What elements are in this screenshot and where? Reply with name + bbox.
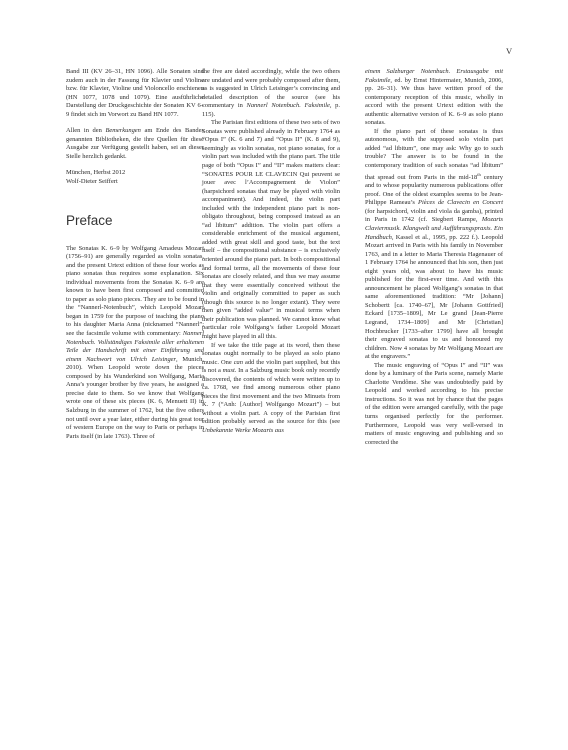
preface-paragraph-5: The music engraving of “Opus I” and “II” was done by a luminary of the Paris scene, namely Marie Charlotte Vendôme. She was undoubtedly paid by Leopold and worked according to his precise instructions. So it was not by chance that the pages of the edition were arranged carefully, with the page turns organised perfectly for the performer. Furthermore, Leopold was very well-versed in matters of music engraving and publishing and so corrected the — [365, 361, 503, 446]
author-signature: Wolf-Dieter Seiffert — [66, 178, 118, 186]
german-preface-end-paragraph: Band III (KV 26–31, HN 1096). Alle Sonaten sind zudem auch in der Fassung für Klavier und Violine bzw. für Klavier, Violine und Violoncello erschienen (HN 1077, 1078 und 1079). Eine ausführliche Darstellung der Druckgeschichte der Sonaten KV 6–9 findet sich im Vorwort zu Band HN 1077. — [66, 68, 204, 118]
column-left — [66, 68, 204, 441]
preface-paragraph-3-cont: einem Salzburger Notenbuch. Erstausgabe mit Faksimile, ed. by Ernst Hintermaier, Munich, 2006, pp. 26–31). We thus have written proof of the contemporary reception of this music, wholly in accord with the present Urtext edition with the authentic alternative version of K. 6–9 as solo piano sonatas. — [365, 68, 503, 127]
preface-paragraph-1: The Sonatas K. 6–9 by Wolfgang Amadeus Mozart (1756–91) are generally regarded as violin sonatas, and the present Urtext edition of these four works as piano sonatas thus requires some explanation. Six individual movements from the Sonatas K. 6–9 are known to have been first composed and committed to paper as solo piano pieces. They are to be found in the “Nannerl-Notenbuch”, which Leopold Mozart began in 1759 for the purpose of teaching the piano to his daughter Maria Anna (nicknamed “Nannerl”; see the facsimile volume with commentary: Nannerl Notenbuch. Vollständiges Faksimile aller erhaltenen Teile der Handschrift mit einer Einführung und einem Nachwort von Ulrich Leisinger, Munich, 2010). When Leopold wrote down the pieces composed by his Wunderkind son Wolfgang, Maria Anna’s younger brother by five years, he assigned a precise date to them. So we know that Wolfgang wrote one of these six pieces (K. 6, Menuett II) in Salzburg in the summer of 1762, but the five others not until over a year later, either during his great tour of western Europe on the way to Paris or perhaps in Paris itself (in late 1763). Three of — [66, 244, 205, 440]
preface-paragraph-1-cont: the five are dated accordingly, while the two others are undated and were probably composed after them, as is suggested in Ulrich Leisinger’s convincing and detailed description of the source (see his commentary in Nannerl Notenbuch. Faksimile, p. 115). — [202, 68, 341, 118]
place-date: München, Herbst 2012 — [66, 169, 126, 177]
preface-paragraph-4: If the piano part of these sonatas is thus autonomous, with the supposed solo violin part added “ad libitum”, one may ask: Why go to such trouble? The answer is to be found in the contemporary tradition of such sonatas “ad libitum” that spread out from Paris in the mid-18th century and to whose popularity numerous publications offer proof. One of the oldest examples seems to be Jean-Philippe Rameau’s Pièces de Clavecin en Concert (for harpsichord, violin and viola da gamba), printed in Paris in 1742 (cf. Siegbert Rampe, Mozarts Claviermusik. Klangwelt und Aufführungspraxis. Ein Handbuch, Kassel et al., 1995, pp. 222 f.). Leopold Mozart arrived in Paris with his family in November 1763, and in a letter to Maria Theresia Hagenauer of 1 February 1764 he announced that his son, then just eight years old, was about to have his music published for the first-ever time. And with this announcement he placed Wolfgang’s sonatas in that same aforementioned tradition: “Mr [Johann] Schobertt [ca. 1740–67], Mr [Johann Gottfried] Eckard [1735–1809], Mr Le grand [Jean-Pierre Legrand, 1734–1809] and Mr [Christian] Hochbrucker [1733–after 1799] have all brought their engraved sonatas to us and honoured my children. Now 4 sonatas by Mr Wolfgang Mozart are at the engravers.” — [365, 127, 503, 361]
preface-heading: Preface — [66, 212, 113, 228]
column-middle — [202, 68, 340, 436]
preface-paragraph-2: The Parisian first editions of these two sets of two Sonatas were published already in February 1764 as “Opus I” (K. 6 and 7) and “Opus II” (K. 8 and 9), seemingly as violin sonatas, not piano sonatas, for a violin part was included with the piano part. The title page of both “Opus I” and “II” makes matters clear: “SONATES POUR LE CLAVECIN Qui peuvent se jouer avec l’Accompagnement de Violon” (harpsichord sonatas that may be played with violin accompaniment). And indeed, the violin part included with the independent piano part is non-obligato throughout, being composed instead as an “ad libitum” addition. The violin part offers a considerable enrichment of the musical argument, added with great skill and good taste, but the text itself – the compositional substance – is exclusively oriented around the piano part. In both compositional and formal terms, all the movements of these four sonatas are closely related, and thus we may assume that they were essentially conceived without the violin and originally committed to paper as such (though this source is no longer extant). They were then given “added value” in musical terms when their publication was planned. We cannot know what particular role Wolfgang’s father Leopold Mozart might have played in all this. — [202, 119, 340, 340]
column-right — [365, 68, 503, 447]
acknowledgement-paragraph: Allen in den Bemerkungen am Ende des Bandes genannten Bibliotheken, die ihre Quellen für diese Ausgabe zur Verfügung gestellt haben, sei an dieser Stelle herzlich gedankt. — [66, 127, 204, 160]
preface-paragraph-3: If we take the title page at its word, then these sonatas ought normally to be played as solo piano music. One can add the violin part supplied, but this is not a must. In a Salzburg music book only recently discovered, the contents of which were written up to ca. 1768, we find among numerous other piano pieces the first movement and the two Minuets from K. 7 (“Anh: [Author] Wolfgango Mozart”) – but without a violin part. A copy of the Parisian first edition probably served as the source for this (see Unbekannte Werke Mozarts aus — [202, 341, 341, 434]
page-number: V — [506, 46, 513, 56]
